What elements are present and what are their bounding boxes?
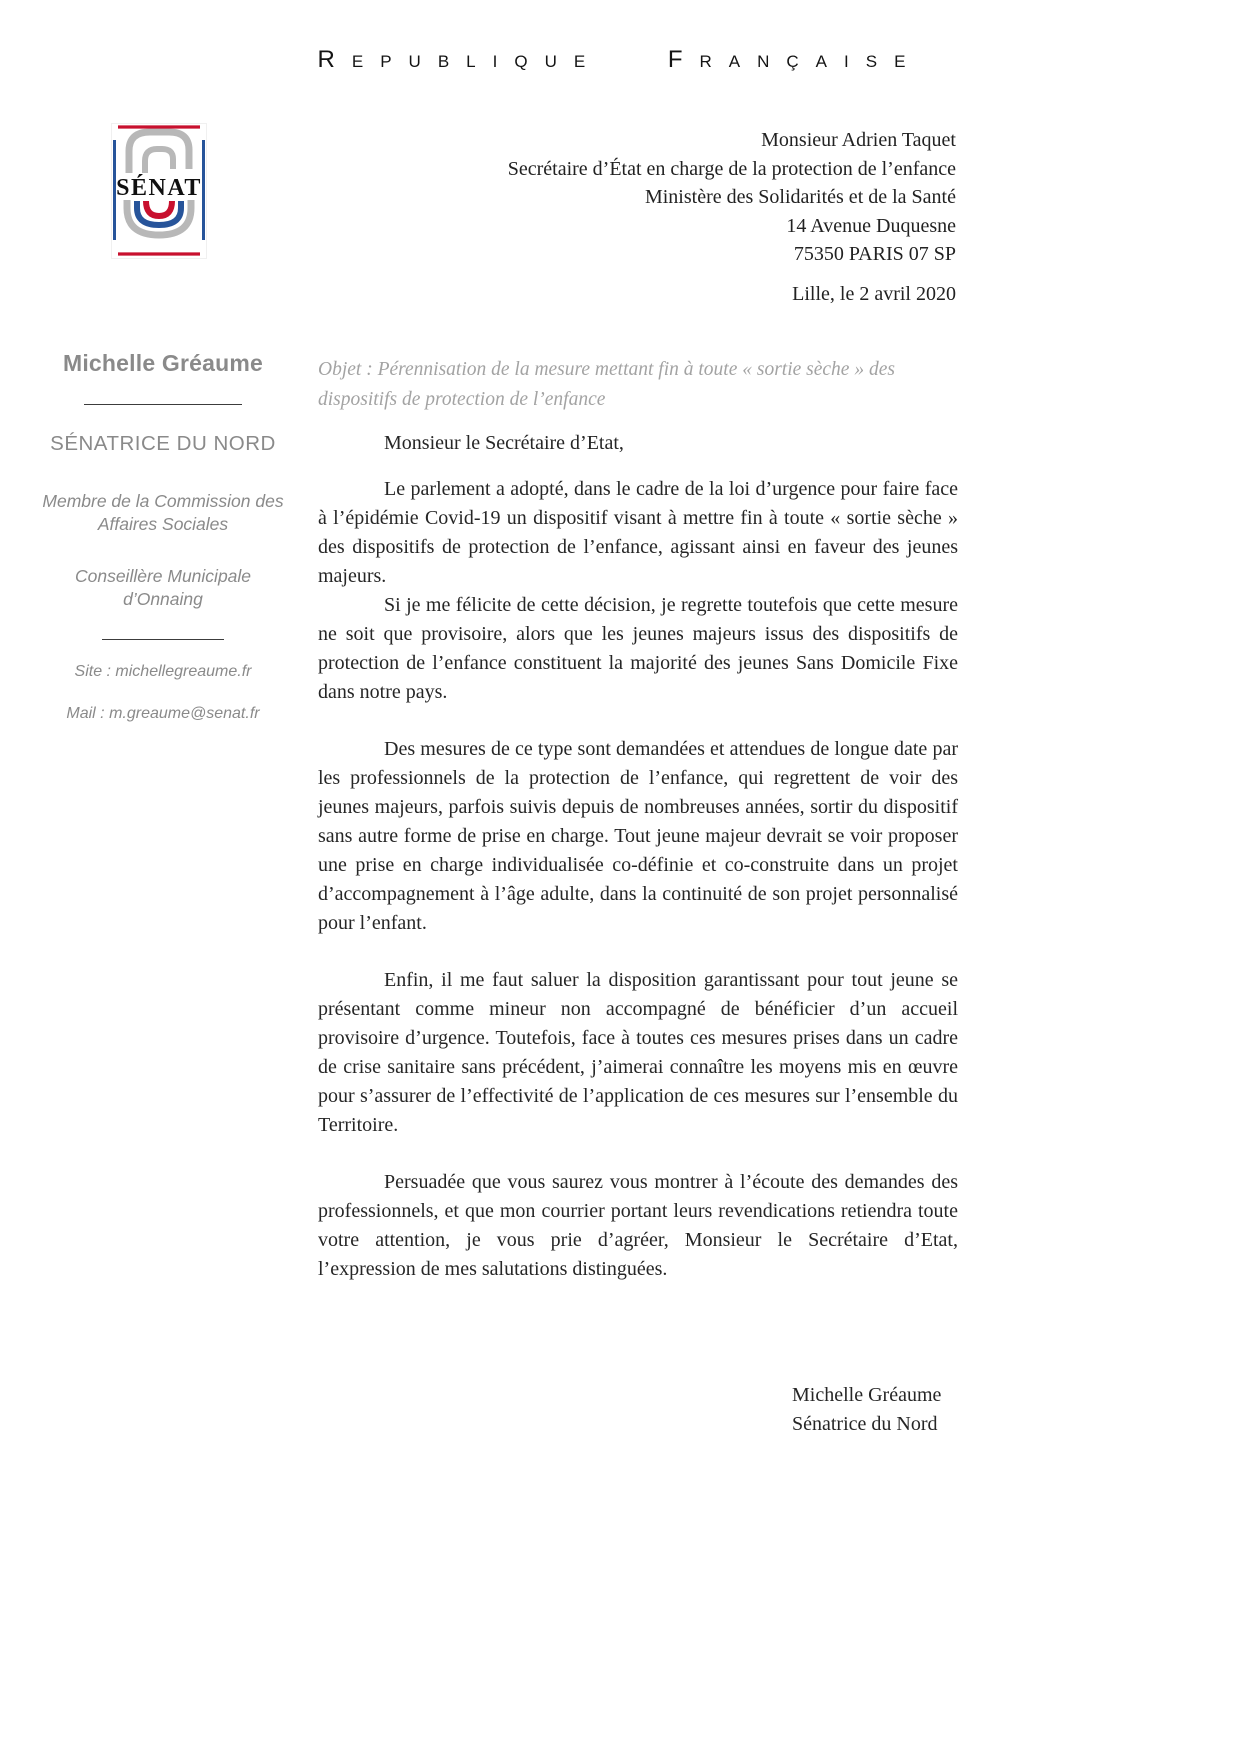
paragraph: Persuadée que vous saurez vous montrer à l’écoute des demandes des professionnels, et que mon courrier portant leurs revendications retiendra toute votre attention, je vous prie d’agréer, Monsieur le Secrétaire d’Etat, l’expression de mes salutations distinguées. <box>318 1171 958 1280</box>
signature-title: Sénatrice du Nord <box>792 1413 938 1435</box>
letter-body <box>318 429 958 1284</box>
recipient-address <box>508 126 956 269</box>
sidebar-divider <box>84 404 242 405</box>
sender-membership: Conseillère Municipale d’Onnaing <box>74 566 252 609</box>
sender-membership: Membre de la Commission des Affaires Sociales <box>42 491 284 534</box>
recipient-line: Ministère des Solidarités et de la Santé <box>644 186 956 208</box>
sender-sidebar <box>34 350 292 723</box>
sender-role: SÉNATRICE DU NORD <box>50 432 276 455</box>
senat-logo <box>111 123 207 259</box>
senat-logo-text: SÉNAT <box>116 175 202 201</box>
paragraph: Si je me félicite de cette décision, je regrette toutefois que cette mesure ne soit que provisoire, alors que les jeunes majeurs issus des dispositifs de protection de l’enfance constituent la majorité des jeunes Sans Domicile Fixe dans notre pays. <box>318 594 958 703</box>
subject-line: Objet : Pérennisation de la mesure mettant fin à toute « sortie sèche » des dispositifs de protection de l’enfance <box>318 359 895 410</box>
paragraph: Le parlement a adopté, dans le cadre de la loi d’urgence pour faire face à l’épidémie Covid-19 un dispositif visant à mettre fin à toute « sortie sèche » des dispositifs de protection de l’enfance, agissant ainsi en faveur des jeunes majeurs. <box>318 478 958 587</box>
recipient-line: Monsieur Adrien Taquet <box>761 129 956 151</box>
date-line: Lille, le 2 avril 2020 <box>792 283 956 305</box>
signature-name: Michelle Gréaume <box>792 1384 942 1406</box>
page-title: Republique Française <box>317 46 923 73</box>
salutation: Monsieur le Secrétaire d’Etat, <box>384 432 624 454</box>
sidebar-divider <box>102 639 224 640</box>
recipient-line: 14 Avenue Duquesne <box>786 214 956 237</box>
sender-email: Mail : m.greaume@senat.fr <box>66 705 260 722</box>
sender-website: Site : michellegreaume.fr <box>74 663 252 680</box>
paragraph: Des mesures de ce type sont demandées et attendues de longue date par les professionnels de la protection de l’enfance, qui regrettent de voir des jeunes majeurs, parfois suivis depuis de nombreuses années, sortir du dispositif sans autre forme de prise en charge. Tout jeune majeur devrait se voir proposer une prise en charge individualisée co-définie et co-construite dans un projet d’accompagnement à l’âge adulte, dans la continuité de son projet personnalisé pour l’enfant. <box>318 738 958 934</box>
signature-block <box>792 1381 941 1439</box>
sender-name: Michelle Gréaume <box>62 350 264 376</box>
recipient-line: Secrétaire d’État en charge de la protection de l’enfance <box>507 157 956 180</box>
senat-logo-icon <box>111 123 207 259</box>
paragraph: Enfin, il me faut saluer la disposition garantissant pour tout jeune se présentant comme mineur non accompagné de bénéficier d’un accueil provisoire d’urgence. Toutefois, face à toutes ces mesures prises dans un cadre de crise sanitaire sans précédent, j’aimerai connaître les moyens mis en œuvre pour s’assurer de l’effectivité de l’application de ces mesures sur l’ensemble du Territoire. <box>318 969 958 1136</box>
recipient-line: 75350 PARIS 07 SP <box>793 243 956 265</box>
